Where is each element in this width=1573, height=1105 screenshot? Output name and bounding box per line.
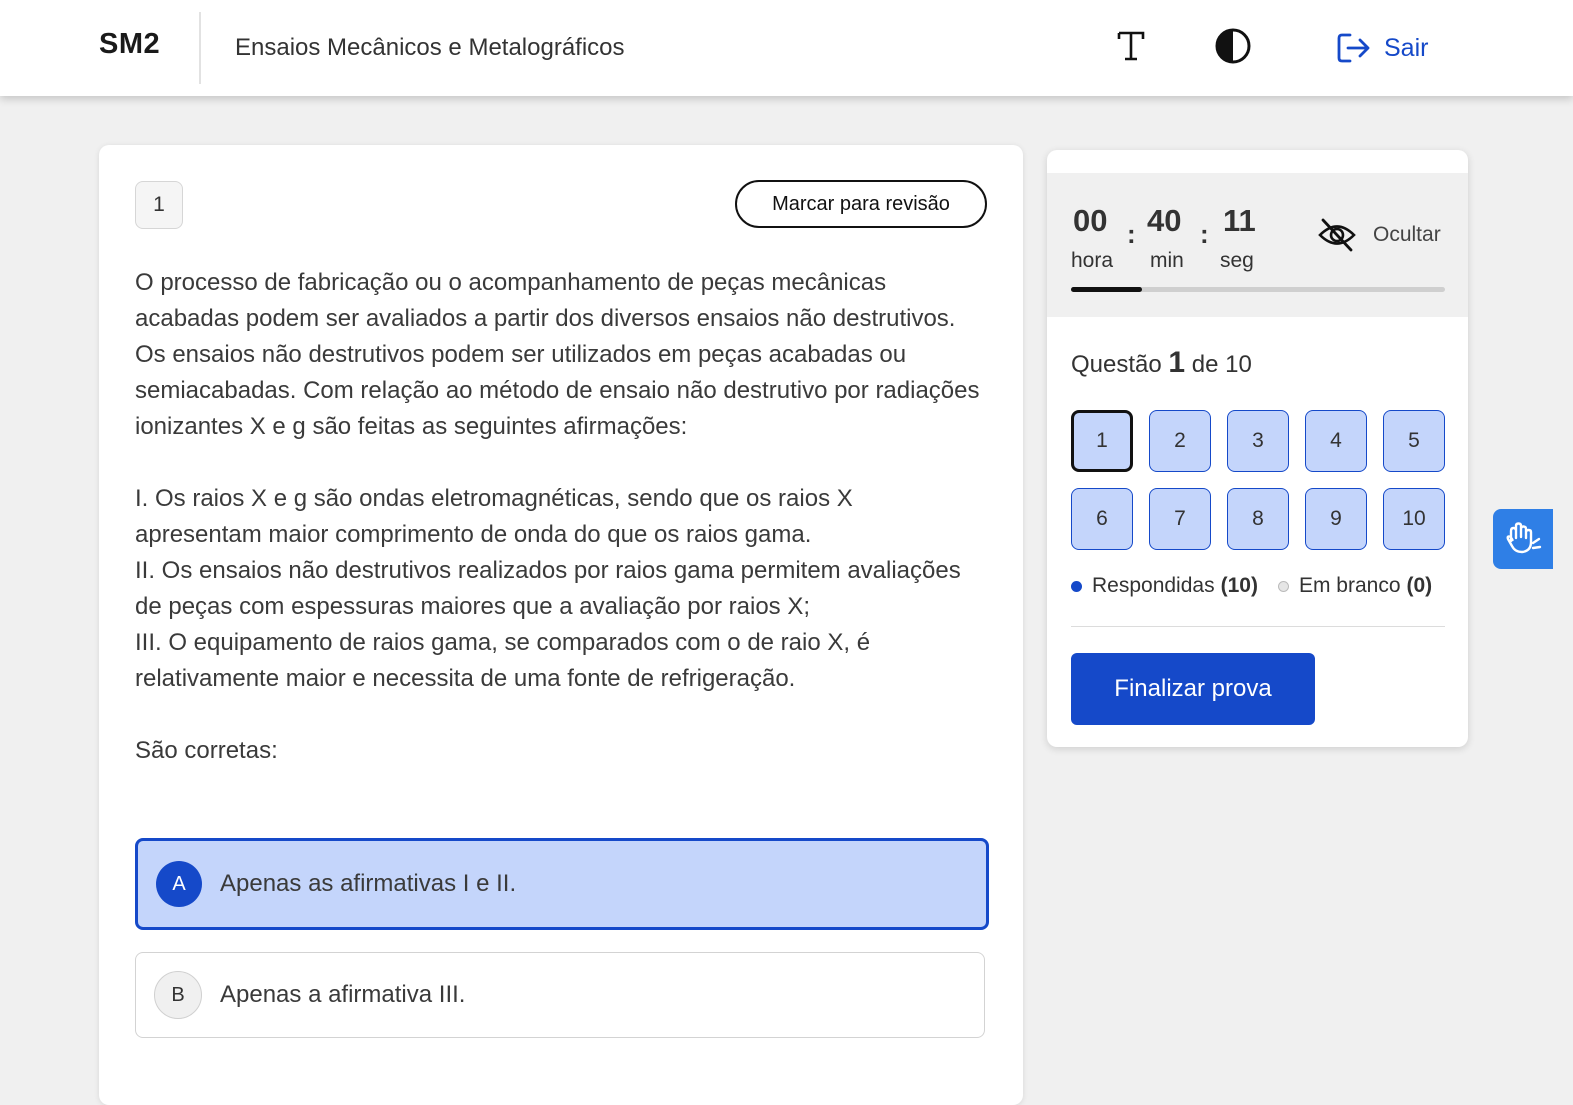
- answered-count: (10): [1220, 574, 1258, 597]
- logout-button[interactable]: [1336, 28, 1428, 68]
- option-a[interactable]: [135, 838, 989, 930]
- exam-sidebar: [1047, 150, 1468, 747]
- counter-suffix: de 10: [1191, 351, 1252, 378]
- question-nav-button[interactable]: 3: [1227, 410, 1289, 472]
- contrast-button[interactable]: [1212, 26, 1254, 66]
- statement-ii: II. Os ensaios não destrutivos realizados por raios gama permitem avaliações de peças com espessuras maiores que a avaliação por raios X;: [135, 557, 961, 620]
- blank-label: Em branco: [1298, 574, 1401, 597]
- question-nav-button[interactable]: 6: [1071, 488, 1133, 550]
- question-counter: [1071, 346, 1252, 380]
- question-navigator-grid: [1071, 410, 1447, 550]
- course-title: Ensaios Mecânicos e Metalográficos: [235, 34, 625, 61]
- timer-minutes-label: min: [1150, 249, 1184, 272]
- sign-language-icon: [1503, 519, 1543, 559]
- timer-hours: 00: [1073, 203, 1108, 238]
- question-nav-button[interactable]: 8: [1227, 488, 1289, 550]
- eye-off-icon: [1317, 217, 1357, 253]
- timer-progress-fill: [1071, 287, 1142, 292]
- timer-progress-track: [1071, 287, 1445, 292]
- statement-i: I. Os raios X e g são ondas eletromagnéticas, sendo que os raios X apresentam maior comprimento de onda do que os raios gama.: [135, 485, 853, 548]
- question-nav-button[interactable]: 1: [1071, 410, 1133, 472]
- question-number-badge: 1: [135, 181, 183, 229]
- contrast-icon: [1214, 27, 1252, 65]
- counter-current: 1: [1168, 346, 1186, 379]
- statement-iii: III. O equipamento de raios gama, se comparados com o de raio X, é relativamente maior e necessita de uma fonte de refrigeração.: [135, 629, 871, 692]
- question-prompt: São corretas:: [135, 737, 278, 764]
- timer-separator: :: [1200, 219, 1209, 249]
- answered-label: Respondidas: [1092, 574, 1215, 597]
- question-card: [99, 145, 1023, 1105]
- question-nav-button[interactable]: 9: [1305, 488, 1367, 550]
- logout-icon: [1336, 31, 1372, 65]
- timer-separator: :: [1127, 219, 1136, 249]
- question-statement: [135, 265, 985, 769]
- option-text: Apenas a afirmativa III.: [220, 981, 466, 1008]
- timer-seconds-label: seg: [1220, 249, 1254, 272]
- question-intro: O processo de fabricação ou o acompanhamento de peças mecânicas acabadas podem ser avaliados a partir dos diversos ensaios não destrutivos. Os ensaios não destrutivos podem ser utilizados em peças acabadas ou semiacabadas. Com relação ao método de ensaio não destrutivo por radiações ionizantes X e g são feitas as seguintes afirmações:: [135, 269, 980, 440]
- top-header: [0, 0, 1573, 96]
- font-size-button[interactable]: [1110, 26, 1152, 66]
- question-nav-button[interactable]: 10: [1383, 488, 1445, 550]
- font-size-icon: [1116, 30, 1146, 62]
- mark-for-review-button[interactable]: Marcar para revisão: [735, 180, 987, 228]
- answered-dot-icon: [1071, 581, 1082, 592]
- sign-language-button[interactable]: [1493, 509, 1553, 569]
- option-b[interactable]: [135, 952, 985, 1038]
- blank-count: (0): [1406, 574, 1433, 597]
- timer-hours-label: hora: [1071, 249, 1114, 272]
- question-nav-button[interactable]: 7: [1149, 488, 1211, 550]
- option-letter: A: [156, 861, 202, 907]
- timer-seconds: 11: [1223, 203, 1256, 238]
- timer-minutes: 40: [1147, 203, 1182, 238]
- answer-legend: [1071, 574, 1432, 598]
- timer-panel: [1047, 173, 1468, 317]
- logout-label: Sair: [1384, 33, 1429, 62]
- counter-prefix: Questão: [1071, 351, 1162, 378]
- question-nav-button[interactable]: 4: [1305, 410, 1367, 472]
- option-text: Apenas as afirmativas I e II.: [220, 870, 517, 897]
- blank-dot-icon: [1278, 581, 1289, 592]
- finish-exam-button[interactable]: Finalizar prova: [1071, 653, 1315, 725]
- brand-logo: SM2: [99, 28, 161, 60]
- hide-timer-label: Ocultar: [1373, 223, 1441, 246]
- hide-timer-button[interactable]: [1317, 217, 1441, 253]
- question-nav-button[interactable]: 2: [1149, 410, 1211, 472]
- sidebar-divider: [1071, 626, 1445, 627]
- option-letter: B: [154, 971, 202, 1019]
- header-divider: [199, 12, 201, 84]
- question-nav-button[interactable]: 5: [1383, 410, 1445, 472]
